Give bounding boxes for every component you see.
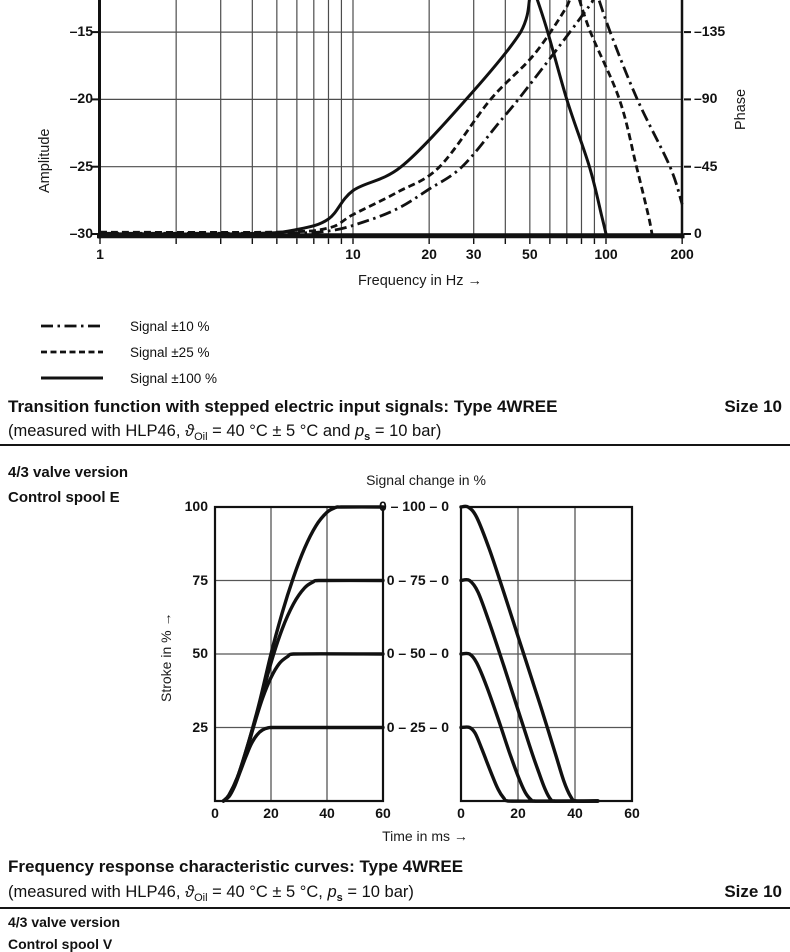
stroke-tick-label: 75 xyxy=(192,571,208,588)
amplitude-curve xyxy=(573,0,652,234)
theta-symbol: ϑ xyxy=(185,422,195,440)
bode-x-tick-label: 50 xyxy=(522,246,538,262)
dashed-line-sample xyxy=(40,347,104,357)
stroke-axis-label: Stroke in % → xyxy=(158,612,174,702)
amplitude-axis-label: Amplitude xyxy=(37,128,53,193)
section-header-frequency xyxy=(8,882,782,904)
time-tick-label: 0 xyxy=(211,805,219,821)
phase-curve xyxy=(100,0,596,233)
phase-tick-label: 0 xyxy=(694,225,702,241)
phase-tick-label: –45 xyxy=(694,157,718,174)
section-title: Transition function with stepped electric input signals: Type 4WREE xyxy=(8,397,558,416)
time-tick-label: 60 xyxy=(624,805,640,821)
amplitude-tick-label: –20 xyxy=(69,90,93,107)
section-divider xyxy=(0,444,790,446)
time-tick-label: 60 xyxy=(375,805,391,821)
subtitle-text: = 40 °C ± 5 °C, xyxy=(207,883,328,901)
bode-x-tick-label: 30 xyxy=(465,246,482,262)
phase-axis-label: Phase xyxy=(733,88,749,130)
stroke-fall-curve xyxy=(461,727,598,801)
theta-subscript: Oil xyxy=(194,892,208,904)
legend-label: Signal ±10 % xyxy=(130,318,210,334)
signal-change-label: 0 – 50 – 0 xyxy=(386,645,449,661)
signal-change-label: 0 – 100 – 0 xyxy=(378,498,449,514)
valve-version-label: 4/3 valve version xyxy=(8,914,121,930)
section-title: Frequency response characteristic curves: Type 4WREE xyxy=(8,857,464,876)
control-spool-label: Control spool E xyxy=(8,489,120,506)
pressure-symbol: p xyxy=(327,883,337,901)
subtitle-text: (measured with HLP46, xyxy=(8,883,185,901)
stroke-tick-label: 50 xyxy=(192,645,208,661)
legend-label: Signal ±25 % xyxy=(130,344,210,360)
signal-change-title: Signal change in % xyxy=(366,472,486,488)
dash-dot-line-sample xyxy=(40,321,104,331)
phase-tick-label: –135 xyxy=(694,23,726,40)
solid-line-sample xyxy=(40,373,104,383)
legend-item-signal-10 xyxy=(40,314,209,338)
amplitude-tick-label: –30 xyxy=(69,225,93,241)
stroke-rise-curve xyxy=(223,727,383,801)
pressure-subscript: s xyxy=(336,892,343,904)
bode-x-tick-label: 200 xyxy=(670,246,694,262)
legend-item-signal-25 xyxy=(40,340,209,364)
time-tick-label: 0 xyxy=(457,805,465,821)
frequency-axis-label: Frequency in Hz → xyxy=(357,273,483,289)
section-subtitle xyxy=(8,882,414,904)
theta-symbol: ϑ xyxy=(185,883,195,901)
signal-change-label: 0 – 25 – 0 xyxy=(386,718,449,735)
stroke-rise-curve xyxy=(223,580,383,801)
bode-x-tick-label: 10 xyxy=(345,246,361,262)
size-badge: Size 10 xyxy=(724,397,782,416)
subtitle-text: = 10 bar) xyxy=(342,883,414,901)
time-tick-label: 40 xyxy=(319,805,335,821)
amplitude-tick-label: –15 xyxy=(69,23,93,40)
bode-x-tick-label: 20 xyxy=(421,246,437,262)
valve-version-label: 4/3 valve version xyxy=(8,464,129,481)
phase-curve xyxy=(100,0,530,234)
pressure-symbol: p xyxy=(354,422,365,440)
pressure-subscript: s xyxy=(364,431,371,443)
stroke-tick-label: 100 xyxy=(184,498,208,514)
signal-change-label: 0 – 75 – 0 xyxy=(386,571,449,588)
legend-item-signal-100 xyxy=(40,366,217,390)
bode-x-tick-label: 1 xyxy=(96,246,104,262)
section-subtitle xyxy=(8,421,441,443)
subtitle-text: = 40 °C ± 5 °C and xyxy=(207,422,355,440)
phase-curve xyxy=(100,0,571,232)
time-tick-label: 20 xyxy=(263,805,279,821)
legend-label: Signal ±100 % xyxy=(130,370,217,386)
section-divider xyxy=(0,907,790,909)
size-badge: Size 10 xyxy=(724,882,782,901)
subtitle-text: = 10 bar) xyxy=(370,422,442,440)
time-axis-label: Time in ms → xyxy=(382,828,468,844)
time-tick-label: 20 xyxy=(510,805,526,821)
amplitude-tick-label: –25 xyxy=(69,157,93,174)
subtitle-text: (measured with HLP46, xyxy=(8,422,185,440)
theta-subscript: Oil xyxy=(194,431,208,443)
control-spool-label: Control spool V xyxy=(8,936,113,952)
section-header-transition xyxy=(8,397,782,417)
time-tick-label: 40 xyxy=(567,805,583,821)
phase-tick-label: –90 xyxy=(694,90,718,107)
stroke-tick-label: 25 xyxy=(192,718,208,735)
stroke-fall-curve xyxy=(461,580,598,801)
bode-x-tick-label: 100 xyxy=(594,246,618,262)
